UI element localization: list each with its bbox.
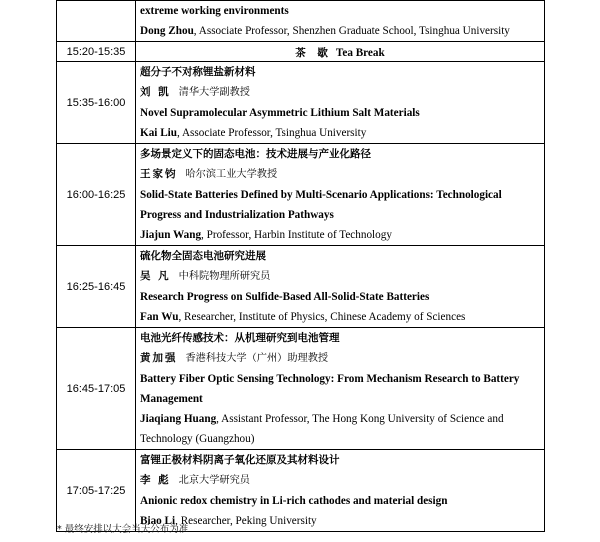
talk-title-zh: 富锂正极材料阴离子氧化还原及其材料设计 xyxy=(140,454,340,466)
session-cell xyxy=(136,450,545,532)
time-cell: 16:00-16:25 xyxy=(57,144,136,246)
talk-title-zh: 超分子不对称锂盐新材料 xyxy=(140,66,256,78)
footnote: * 最终安排以大会当天公布为准 xyxy=(57,524,189,535)
talk-title-en: Novel Supramolecular Asymmetric Lithium Salt Materials xyxy=(140,107,420,119)
tea-break-label-zh: 茶 歇 xyxy=(295,46,332,59)
speaker-name-en: Fan Wu xyxy=(140,311,179,323)
talk-title-en: Anionic redox chemistry in Li-rich cathodes and material design xyxy=(140,495,448,507)
time-cell: 17:05-17:25 xyxy=(57,450,136,532)
speaker-affiliation-en-cont: Technology (Guangzhou) xyxy=(140,433,255,445)
talk-title-en: Battery Fiber Optic Sensing Technology: From Mechanism Research to Battery xyxy=(140,373,520,385)
time-cell xyxy=(57,1,136,42)
session-cell xyxy=(136,1,545,42)
speaker-en xyxy=(140,409,544,429)
talk-title-en-cont: Management xyxy=(140,393,203,405)
speaker-affiliation-en: , Researcher, Peking University xyxy=(175,515,317,527)
time-cell: 15:20-15:35 xyxy=(57,42,136,62)
speaker-zh xyxy=(140,470,544,491)
speaker-affiliation-zh: 清华大学副教授 xyxy=(178,87,250,98)
speaker-affiliation-zh: 香港科技大学（广州）助理教授 xyxy=(185,353,329,364)
speaker-name-zh: 吴 凡 xyxy=(140,270,171,282)
table-row xyxy=(57,1,545,42)
speaker-zh xyxy=(140,266,544,287)
speaker-name-en: Jiajun Wang xyxy=(140,229,202,241)
talk-title-en-cont: Progress and Industrialization Pathways xyxy=(140,209,334,221)
speaker-en xyxy=(140,225,544,245)
speaker-affiliation-zh: 哈尔滨工业大学教授 xyxy=(185,169,278,180)
time-cell: 16:45-17:05 xyxy=(57,328,136,450)
table-row xyxy=(57,450,545,532)
speaker-affiliation-zh: 北京大学研究员 xyxy=(178,475,250,486)
time-cell: 15:35-16:00 xyxy=(57,62,136,144)
table-row xyxy=(57,62,545,144)
speaker-name-zh: 黄加强 xyxy=(140,352,178,364)
speaker-name-en: Jiaqiang Huang xyxy=(140,413,217,425)
time-cell: 16:25-16:45 xyxy=(57,246,136,328)
talk-title-zh: 硫化物全固态电池研究进展 xyxy=(140,250,266,262)
table-row xyxy=(57,144,545,246)
speaker-en xyxy=(140,511,544,531)
speaker-en xyxy=(140,123,544,143)
session-cell xyxy=(136,246,545,328)
agenda-table xyxy=(56,0,545,532)
speaker-name-zh: 李 彪 xyxy=(140,474,171,486)
table-row xyxy=(57,328,545,450)
speaker-affiliation-en: , Professor, Harbin Institute of Technology xyxy=(201,229,392,241)
tea-break-row xyxy=(57,42,545,62)
agenda-table-wrapper xyxy=(56,0,545,532)
speaker-zh xyxy=(140,164,544,185)
speaker-name-en: Biao Li xyxy=(140,515,176,527)
tea-break-label-en: Tea Break xyxy=(335,46,385,59)
speaker-en xyxy=(140,21,544,41)
speaker-name-en: Dong Zhou xyxy=(140,25,194,37)
talk-title-en: Solid-State Batteries Defined by Multi-Scenario Applications: Technological xyxy=(140,189,502,201)
talk-title-zh: 电池光纤传感技术：从机理研究到电池管理 xyxy=(140,332,340,344)
session-cell xyxy=(136,144,545,246)
speaker-zh xyxy=(140,348,544,369)
speaker-affiliation-zh: 中科院物理所研究员 xyxy=(178,271,271,282)
table-row xyxy=(57,246,545,328)
speaker-affiliation-en: , Assistant Professor, The Hong Kong University of Science and xyxy=(216,413,504,425)
session-cell xyxy=(136,328,545,450)
talk-title-en: extreme working environments xyxy=(140,5,289,17)
speaker-zh xyxy=(140,82,544,103)
talk-title-en: Research Progress on Sulfide-Based All-Solid-State Batteries xyxy=(140,291,430,303)
speaker-name-en: Kai Liu xyxy=(140,127,177,139)
speaker-name-zh: 王家钧 xyxy=(140,168,178,180)
talk-title-zh: 多场景定义下的固态电池：技术进展与产业化路径 xyxy=(140,148,371,160)
speaker-affiliation-en: , Researcher, Institute of Physics, Chinese Academy of Sciences xyxy=(178,311,466,323)
speaker-en xyxy=(140,307,544,327)
session-cell xyxy=(136,62,545,144)
speaker-affiliation-en: , Associate Professor, Shenzhen Graduate School, Tsinghua University xyxy=(193,25,510,37)
tea-break-cell xyxy=(136,42,545,62)
speaker-name-zh: 刘 凯 xyxy=(140,86,171,98)
speaker-affiliation-en: , Associate Professor, Tsinghua University xyxy=(177,127,367,139)
